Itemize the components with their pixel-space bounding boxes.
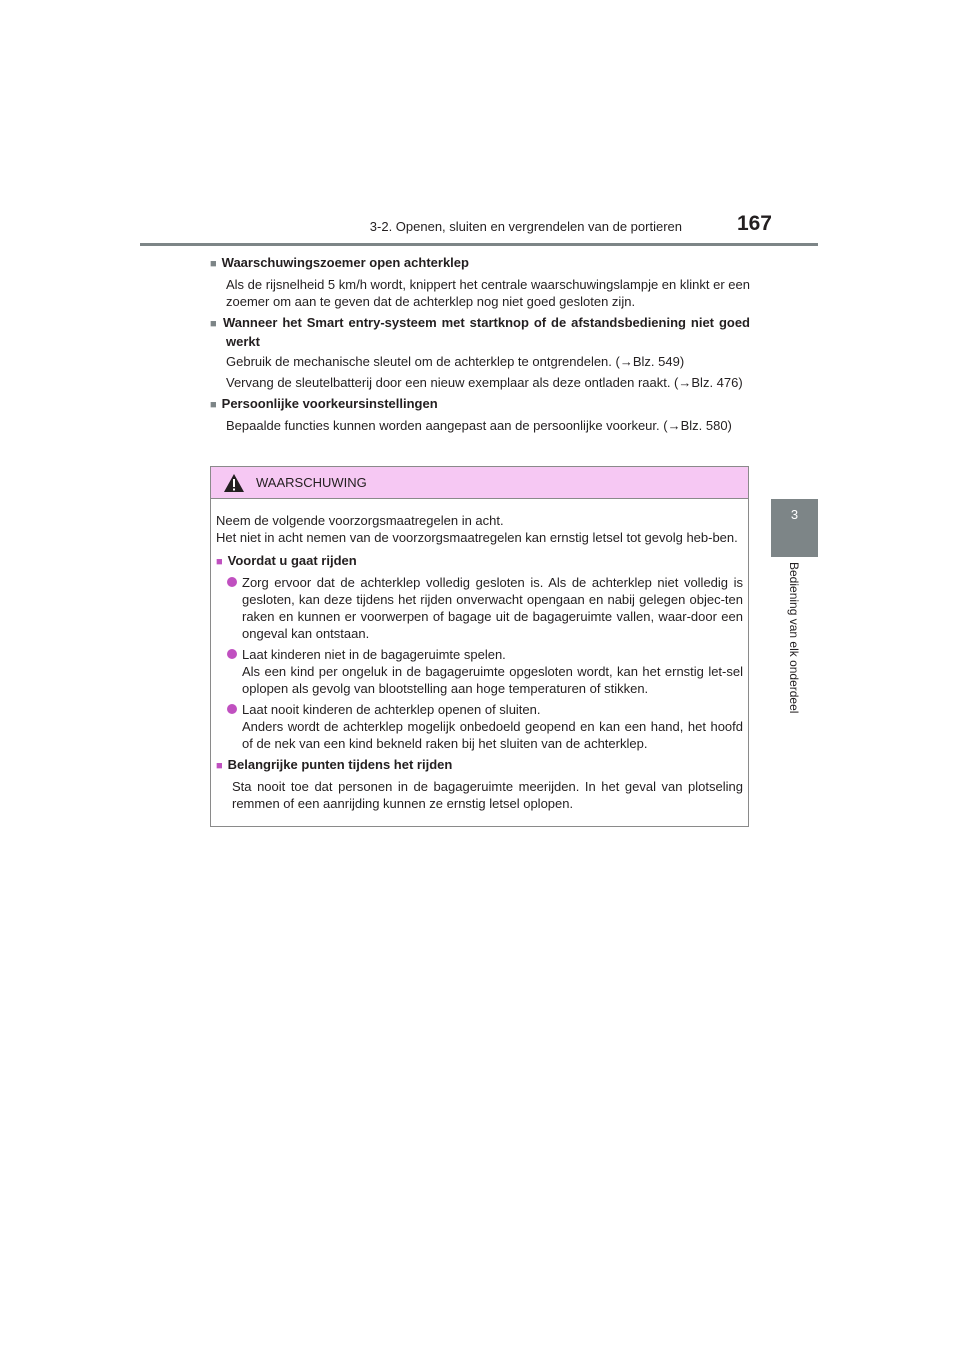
dot-bullet-icon: [227, 649, 237, 659]
chapter-label: Bediening van elk onderdeel: [787, 562, 801, 714]
header-rule: [140, 243, 818, 246]
paragraph: Vervang de sleutelbatterij door een nieuw exemplaar als deze ontladen raakt. (→Blz. 476): [226, 375, 743, 390]
section-title: 3-2. Openen, sluiten en vergrendelen van de portieren: [369, 219, 682, 234]
page-header: [140, 0, 818, 246]
square-bullet-icon: ■: [216, 760, 223, 772]
paragraph: Bepaalde functies kunnen worden aangepast aan de persoonlijke voorkeur. (→Blz. 580): [226, 418, 732, 433]
warning-paragraph: Sta nooit toe dat personen in de bagageruimte meerijden. In het geval van plotseling remmen of een aanrijding kunnen ze ernstig letsel oplopen.: [232, 779, 743, 811]
dot-bullet-icon: [227, 704, 237, 714]
section-title: Waarschuwingszoemer open achterklep: [221, 255, 469, 270]
paragraph: Gebruik de mechanische sleutel om de achterklep te ontgrendelen. (→Blz. 549): [226, 354, 685, 369]
warning-subtitle: Belangrijke punten tijdens het rijden: [227, 757, 453, 772]
warning-bullet: Zorg ervoor dat de achterklep volledig gesloten is. Als de achterklep niet volledig is gesloten, kan deze tijdens het rijden onverwacht opengaan en nabij gelegen objec-ten raken en kunnen er voorwerpen of bagage uit de bagageruimte vallen, waar-door een ongeval kan ontstaan.: [216, 574, 743, 642]
warning-intro: Neem de volgende voorzorgsmaatregelen in acht. Het niet in acht nemen van de voorzorgsmaatregelen kan ernstig letsel tot gevolg heb-ben.: [216, 513, 738, 545]
square-bullet-icon: ■: [216, 556, 223, 568]
warning-triangle-icon: [223, 473, 245, 493]
square-bullet-icon: ■: [210, 318, 218, 330]
page-number: 167: [736, 212, 772, 235]
paragraph: Als de rijsnelheid 5 km/h wordt, knippert het centrale waarschuwingslampje en klinkt er een zoemer om aan te geven dat de achterklep nog niet goed gesloten zijn.: [226, 277, 750, 309]
warning-subtitle: Voordat u gaat rijden: [227, 553, 357, 568]
warning-label: WAARSCHUWING: [256, 475, 367, 490]
chapter-number: 3: [790, 507, 799, 522]
chapter-tab: [771, 499, 818, 557]
warning-bullet: Laat nooit kinderen de achterklep openen of sluiten. Anders wordt de achterklep mogelijk onbedoeld geopend en kan een hand, het hoofd of de nek van een kind bekneld raken bij het sluiten van de achterklep.: [216, 701, 743, 752]
section-tailgate-buzzer: [210, 254, 750, 310]
warning-header: [211, 467, 748, 499]
section-personal-settings: [210, 395, 750, 434]
section-title: Persoonlijke voorkeursinstellingen: [221, 396, 438, 411]
section-smart-entry: [210, 314, 750, 391]
dot-bullet-icon: [227, 577, 237, 587]
warning-bullet: Laat kinderen niet in de bagageruimte spelen. Als een kind per ongeluk in de bagageruimte opgesloten wordt, kan het ernstig let-sel oplopen als gevolg van blootstelling aan hoge temperaturen of stikken.: [216, 646, 743, 697]
warning-body: [211, 499, 748, 812]
square-bullet-icon: ■: [210, 399, 217, 411]
square-bullet-icon: ■: [210, 258, 217, 270]
warning-box: [210, 466, 749, 827]
main-content: [210, 254, 750, 438]
section-title: Wanneer het Smart entry-systeem met startknop of de afstandsbediening niet goed werkt: [222, 315, 750, 349]
